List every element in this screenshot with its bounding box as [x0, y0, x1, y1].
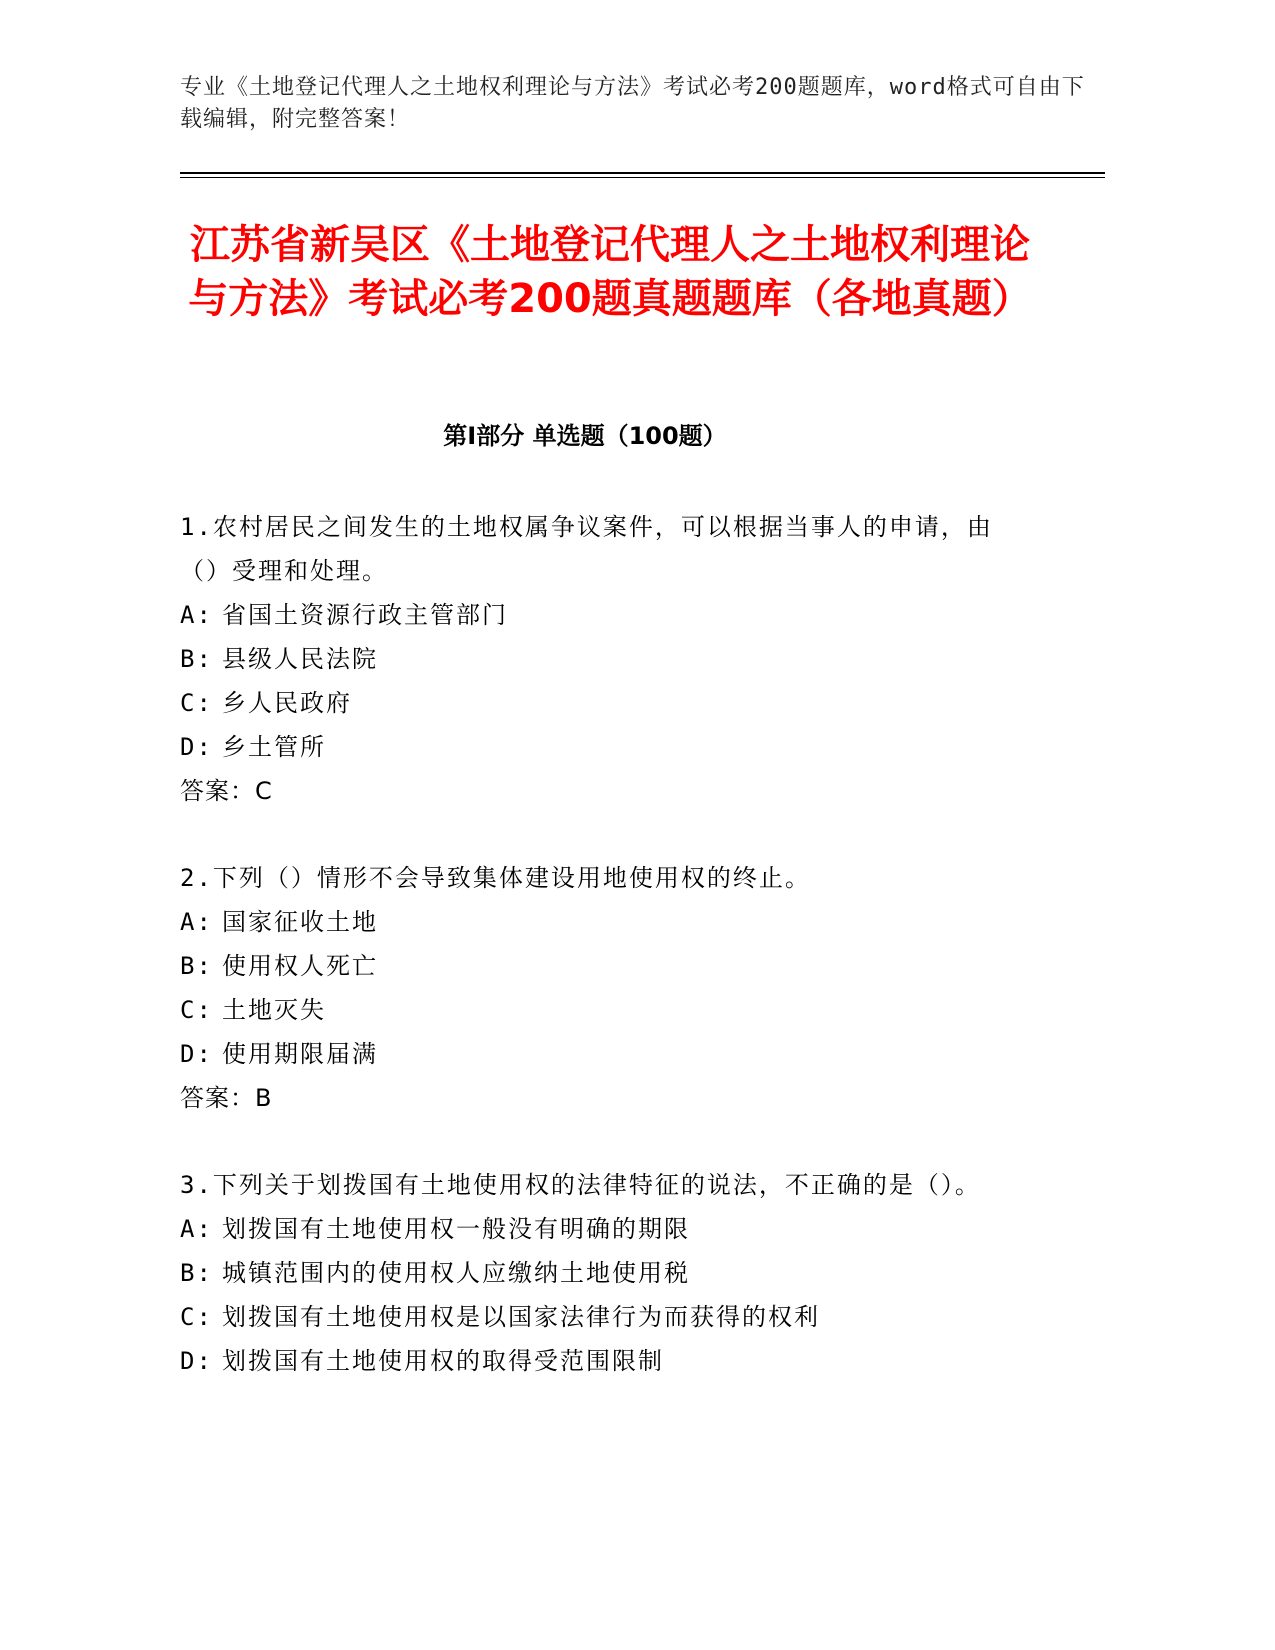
option-letter: B: — [180, 1259, 213, 1287]
option-letter: B: — [180, 952, 213, 980]
section-heading: 第Ⅰ部分 单选题（100题） — [443, 422, 727, 450]
option-b — [180, 637, 1020, 681]
option-text: 划拨国有土地使用权一般没有明确的期限 — [222, 1215, 690, 1243]
header-rule-thick — [180, 172, 1105, 174]
option-d — [180, 725, 1020, 769]
option-text: 乡土管所 — [222, 733, 326, 761]
question-2 — [180, 856, 1020, 1120]
option-a — [180, 593, 1020, 637]
option-text: 乡人民政府 — [222, 689, 352, 717]
option-letter: A: — [180, 601, 213, 629]
option-text: 城镇范围内的使用权人应缴纳土地使用税 — [222, 1259, 690, 1287]
option-d — [180, 1032, 1020, 1076]
option-c — [180, 681, 1020, 725]
option-letter: B: — [180, 645, 213, 673]
option-b — [180, 1251, 1020, 1295]
question-stem: 1.农村居民之间发生的土地权属争议案件，可以根据当事人的申请，由（）受理和处理。 — [180, 513, 993, 585]
question-1 — [180, 505, 1020, 813]
answer-line: 答案：C — [180, 777, 273, 805]
option-letter: C: — [180, 689, 213, 717]
option-text: 国家征收土地 — [222, 908, 378, 936]
option-d — [180, 1339, 1020, 1383]
option-text: 使用权人死亡 — [222, 952, 378, 980]
page-header: 专业《土地登记代理人之土地权利理论与方法》考试必考200题题库，word格式可自由下载编辑，附完整答案！ — [180, 75, 1085, 132]
question-stem: 2.下列（）情形不会导致集体建设用地使用权的终止。 — [180, 864, 811, 892]
document-title: 江苏省新吴区《土地登记代理人之土地权利理论与方法》考试必考200题真题题库（各地真题） — [188, 222, 1032, 322]
option-c — [180, 1295, 1020, 1339]
question-list — [180, 505, 1020, 1426]
option-text: 划拨国有土地使用权是以国家法律行为而获得的权利 — [222, 1303, 820, 1331]
question-stem: 3.下列关于划拨国有土地使用权的法律特征的说法，不正确的是（）。 — [180, 1171, 981, 1199]
option-text: 使用期限届满 — [222, 1040, 378, 1068]
question-3 — [180, 1163, 1020, 1383]
option-text: 县级人民法院 — [222, 645, 378, 673]
option-b — [180, 944, 1020, 988]
option-a — [180, 900, 1020, 944]
option-c — [180, 988, 1020, 1032]
option-letter: D: — [180, 1040, 213, 1068]
option-letter: C: — [180, 1303, 213, 1331]
option-text: 省国土资源行政主管部门 — [222, 601, 508, 629]
option-letter: D: — [180, 733, 213, 761]
option-letter: A: — [180, 1215, 213, 1243]
answer-line: 答案：B — [180, 1084, 273, 1112]
option-a — [180, 1207, 1020, 1251]
option-letter: C: — [180, 996, 213, 1024]
option-text: 划拨国有土地使用权的取得受范围限制 — [222, 1347, 664, 1375]
option-letter: D: — [180, 1347, 213, 1375]
option-letter: A: — [180, 908, 213, 936]
header-rule-thin — [180, 177, 1105, 178]
option-text: 土地灭失 — [222, 996, 326, 1024]
